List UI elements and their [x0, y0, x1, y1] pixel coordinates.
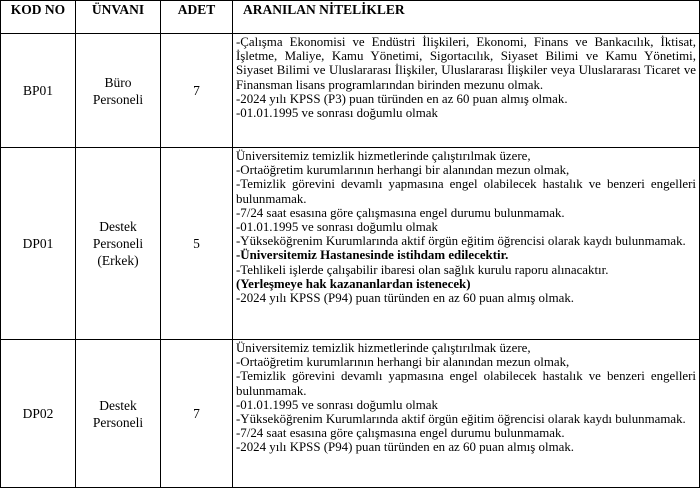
requirement-line-bold: -Üniversitemiz Hastanesinde istihdam edilecektir.: [236, 248, 509, 263]
requirement-line: -01.01.1995 ve sonrası doğumlu olmak: [236, 397, 438, 412]
header-adet: ADET: [161, 1, 233, 34]
header-unvan: ÜNVANI: [76, 1, 161, 34]
requirement-line: -Yükseköğrenim Kurumlarında aktif örgün eğitim öğrencisi olarak kaydı bulunmamak.: [236, 412, 686, 427]
requirement-line: -Temizlik görevini devamlı yapmasına engel olabilecek hastalık ve benzeri engelleri bulunmamak.: [236, 369, 696, 398]
requirement-line: -2024 yılı KPSS (P3) puan türünden en az 60 puan almış olmak.: [236, 91, 568, 106]
row-adet: 7: [161, 34, 233, 148]
requirement-line: Üniversitemiz temizlik hizmetlerinde çalıştırılmak üzere,: [236, 341, 531, 355]
header-row: [1, 1, 700, 34]
table-row: [1, 34, 700, 148]
requirement-line: Üniversitemiz temizlik hizmetlerinde çalıştırılmak üzere,: [236, 149, 531, 163]
requirement-line: -Temizlik görevini devamlı yapmasına engel olabilecek hastalık ve benzeri engelleri bulunmamak.: [236, 177, 696, 206]
row-nitelikler: [233, 34, 700, 148]
row-kod: DP02: [1, 340, 76, 488]
row-kod: BP01: [1, 34, 76, 148]
header-kod: KOD NO: [1, 1, 76, 34]
requirement-line: -Tehlikeli işlerde çalışabilir ibaresi olan sağlık kurulu raporu alınacaktır.: [236, 262, 609, 277]
table-row: [1, 148, 700, 340]
row-adet: 5: [161, 148, 233, 340]
requirement-line: -Ortaöğretim kurumlarının herhangi bir alanından mezun olmak,: [236, 163, 570, 178]
requirement-line: -7/24 saat esasına göre çalışmasına engel durumu bulunmamak.: [236, 426, 565, 441]
row-kod: DP01: [1, 148, 76, 340]
requirement-line: -7/24 saat esasına göre çalışmasına engel durumu bulunmamak.: [236, 205, 565, 220]
requirement-line: -Çalışma Ekonomisi ve Endüstri İlişkileri, Ekonomi, Finans ve Bankacılık, İktisat, İşletme, Maliye, Kamu Yönetimi, Sigortacılık, Siyaset Bilimi ve Kamu Yönetimi, Siyaset Bilimi ve Uluslararası İlişkiler, Uluslararası İlişkiler veya Uluslararası Ticaret ve Finansman lisans programlarından birinden mezunu olmak.: [236, 35, 696, 92]
requirement-line: -01.01.1995 ve sonrası doğumlu olmak: [236, 220, 438, 235]
row-adet: 7: [161, 340, 233, 488]
row-nitelikler: [233, 340, 700, 488]
requirement-line-bold: (Yerleşmeye hak kazananlardan istenecek): [236, 276, 471, 291]
row-unvan: Destek Personeli: [76, 340, 161, 488]
requirement-line: -Ortaöğretim kurumlarının herhangi bir alanından mezun olmak,: [236, 355, 570, 370]
row-unvan: Büro Personeli: [76, 34, 161, 148]
requirement-line: -2024 yılı KPSS (P94) puan türünden en az 60 puan almış olmak.: [236, 291, 574, 306]
requirement-line: -2024 yılı KPSS (P94) puan türünden en az 60 puan almış olmak.: [236, 440, 574, 455]
row-nitelikler: [233, 148, 700, 340]
requirement-line: -Yükseköğrenim Kurumlarında aktif örgün eğitim öğrencisi olarak kaydı bulunmamak.: [236, 234, 686, 249]
row-unvan: Destek Personeli (Erkek): [76, 148, 161, 340]
table-row: [1, 340, 700, 488]
requirement-line: -01.01.1995 ve sonrası doğumlu olmak: [236, 106, 438, 121]
header-nitelikler: ARANILAN NİTELİKLER: [233, 1, 700, 34]
